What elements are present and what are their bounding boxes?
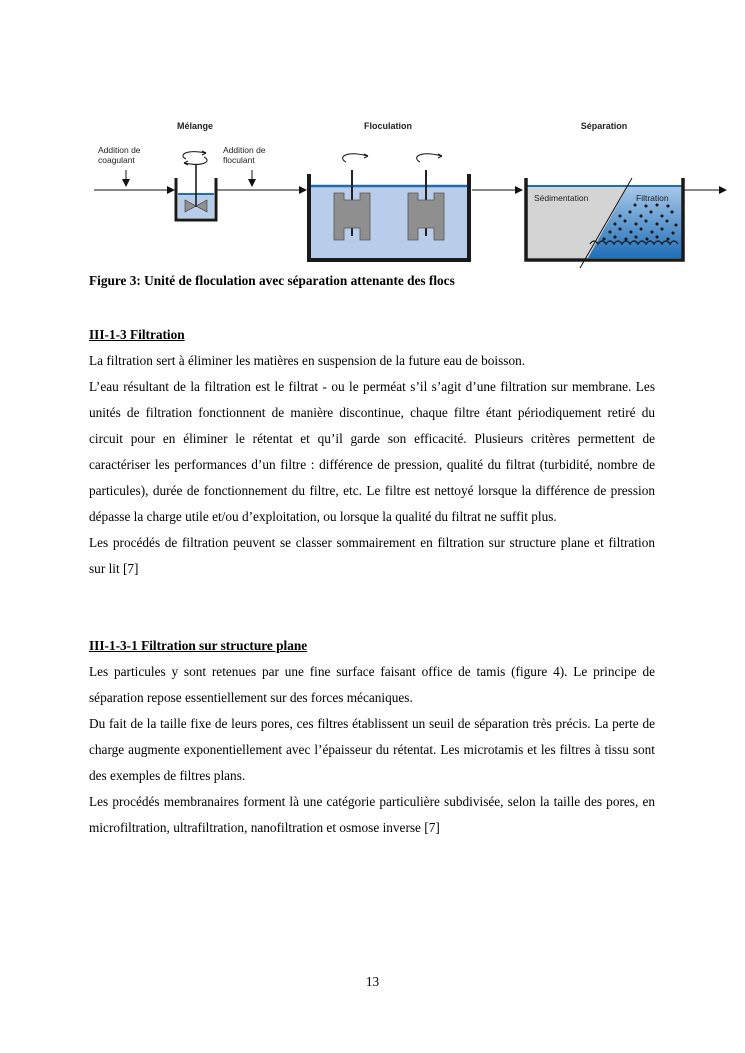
section-body-structure-plane — [89, 659, 655, 841]
label-addition-coagulant-2: coagulant — [98, 155, 135, 165]
paragraph: La filtration sert à éliminer les matières en suspension de la future eau de boisson. — [89, 353, 526, 368]
separation-tank — [526, 178, 683, 268]
label-melange: Mélange — [176, 121, 214, 131]
section-heading-filtration: III-1-3 Filtration — [89, 327, 185, 342]
flocculation-tank — [309, 170, 469, 260]
paragraph: Du fait de la taille fixe de leurs pores, ces filtres établissent un seuil de séparation très précis. La perte de charge augmente exponentiellement avec l’épaisseur du rétentat. Les microtamis et les filtres à tissu sont des exemples de filtres plans. — [89, 716, 655, 783]
label-sedimentation: Sédimentation — [534, 193, 589, 203]
page-number: 13 — [365, 974, 380, 989]
section-heading-structure-plane: III-1-3-1 Filtration sur structure plane — [89, 638, 308, 653]
label-addition-floculant-2: floculant — [223, 155, 255, 165]
label-addition-coagulant-1: Addition de — [98, 145, 141, 155]
paragraph: L’eau résultant de la filtration est le filtrat - ou le perméat s’il s’agit d’une filtration sur membrane. Les unités de filtration fonctionnent de manière discontinue, chaque filtre étant périodiquement retiré du circuit pour en éliminer le rétentat et qu’il garde son efficacité. Plusieurs critères permettent de caractériser les performances d’un filtre : différence de pression, qualité du filtrat (turbidité, nombre de particules), durée de fonctionnement du filtre, etc. Le filtre est nettoyé lorsque la différence de pression dépasse la charge utile et/ou d’exploitation, ou lorsque la qualité du filtrat ne suffit plus. — [89, 379, 655, 524]
rotation-icon — [343, 154, 442, 162]
label-separation: Séparation — [580, 121, 628, 131]
paragraph: Les procédés de filtration peuvent se classer sommairement en filtration sur structure plane et filtration sur lit [7] — [89, 535, 655, 576]
label-filtration: Filtration — [636, 193, 669, 203]
paragraph: Les procédés membranaires forment là une catégorie particulière subdivisée, selon la taille des pores, en microfiltration, ultrafiltration, nanofiltration et osmose inverse [7] — [89, 794, 655, 835]
label-addition-floculant-1: Addition de — [223, 145, 266, 155]
flocculation-diagram — [88, 112, 728, 272]
label-floculation: Floculation — [364, 121, 412, 131]
rotation-icon — [183, 151, 207, 165]
mixing-tank — [176, 164, 216, 220]
paragraph: Les particules y sont retenues par une fine surface faisant office de tamis (figure 4). Le principe de séparation repose essentiellement sur des forces mécaniques. — [89, 664, 655, 705]
figure-caption: Figure 3: Unité de floculation avec séparation attenante des flocs — [89, 273, 455, 288]
section-body-filtration — [89, 348, 655, 582]
